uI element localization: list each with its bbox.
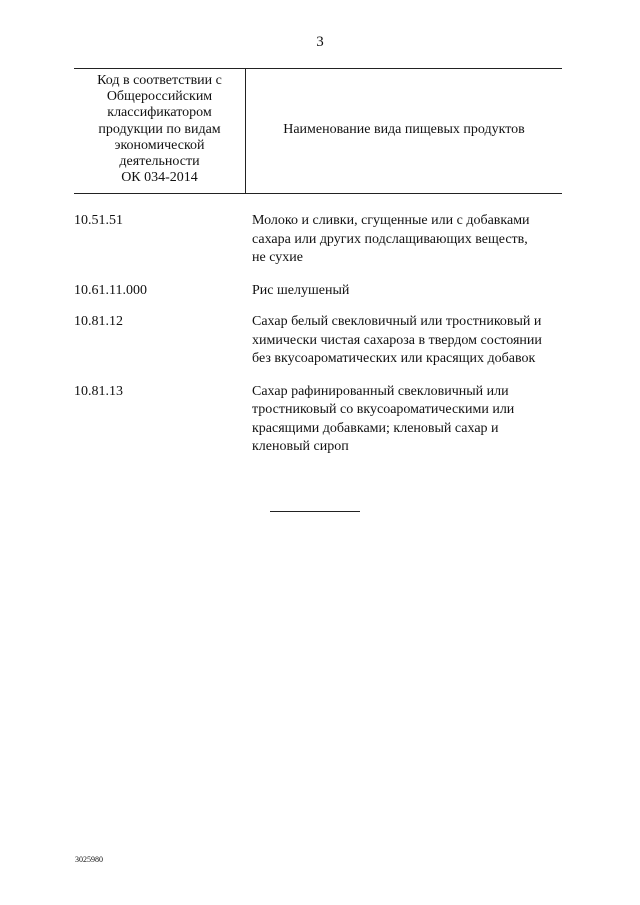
header-name-column (246, 69, 562, 193)
row-name (252, 212, 574, 268)
table-row (74, 383, 574, 457)
table-header (74, 68, 562, 194)
row-code: 10.81.13 (74, 383, 123, 399)
row-name-line: Рис шелушеный (252, 282, 350, 298)
row-name-line: Сахар белый свекловичный или тростниковый и (252, 314, 542, 329)
header-code-line: продукции по видам (98, 121, 221, 137)
header-code-line: Код в соответствии с (97, 73, 222, 88)
row-code: 10.81.12 (74, 314, 123, 329)
header-name-label: Наименование вида пищевых продуктов (283, 122, 525, 137)
row-name-line: не сухие (252, 250, 303, 265)
header-code-line: ОК 034-2014 (121, 170, 198, 186)
header-code-column (74, 69, 246, 193)
row-code: 10.51.51 (74, 213, 123, 228)
row-name-line: кленовый сироп (252, 439, 349, 454)
end-of-document-rule (270, 511, 360, 512)
row-name-line: Молоко и сливки, сгущенные или с добавками (252, 213, 530, 228)
row-name (252, 282, 574, 301)
header-code-line: классификатором (107, 105, 212, 121)
row-name-line: тростниковый со вкусоароматическими или (252, 402, 515, 417)
table-row (74, 212, 574, 268)
header-code-line: деятельности (119, 154, 200, 170)
table-row (74, 313, 574, 369)
row-code: 10.61.11.000 (74, 282, 147, 298)
row-name-line: химически чистая сахароза в твердом состоянии (252, 332, 542, 348)
header-code-line: экономической (114, 137, 205, 153)
row-name-line: Сахар рафинированный свекловичный или (252, 383, 509, 399)
table-row (74, 282, 574, 301)
table-body (74, 212, 574, 457)
header-code-line: Общероссийским (106, 89, 213, 105)
row-name (252, 313, 574, 369)
row-name-line: сахара или других подслащивающих веществ, (252, 231, 528, 247)
row-name-line: без вкусоароматических или красящих добавок (252, 351, 536, 366)
row-name-line: красящими добавками; кленовый сахар и (252, 420, 499, 436)
row-name (252, 383, 574, 457)
document-id: 3025980 (75, 855, 103, 864)
page-number: 3 (316, 34, 324, 50)
